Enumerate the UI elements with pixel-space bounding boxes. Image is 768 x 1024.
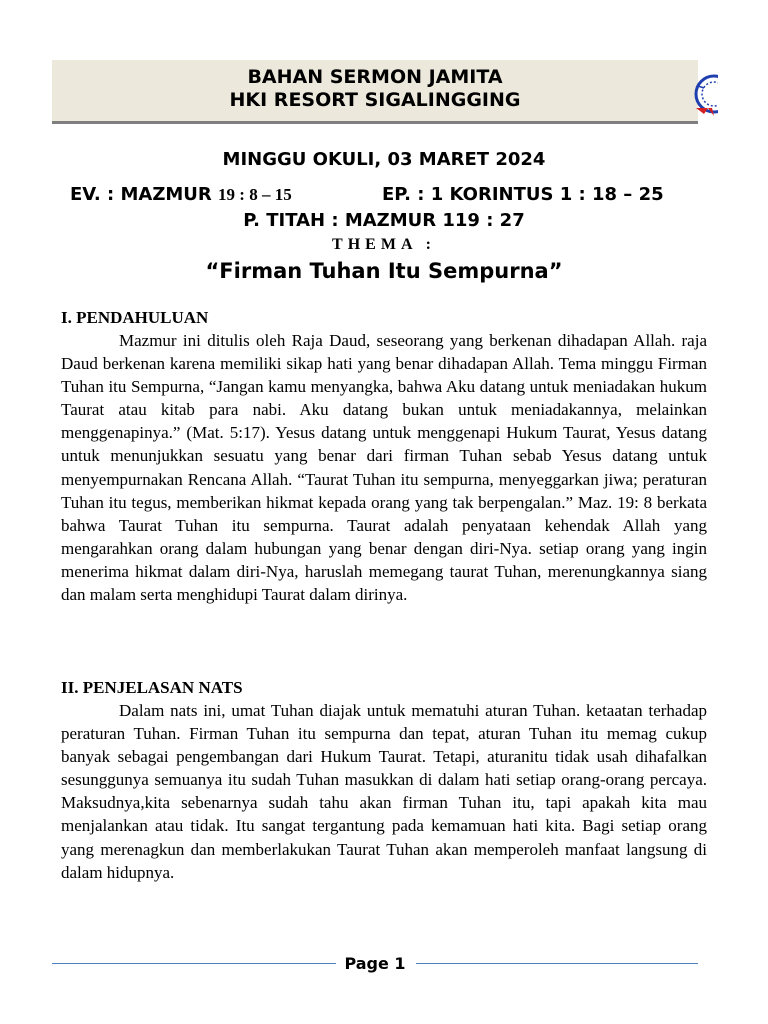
thema-label: THEMA :	[332, 236, 436, 253]
ev-label: EV. : MAZMUR	[70, 184, 219, 205]
section-heading: I. PENDAHULUAN	[61, 308, 209, 327]
section-heading: II. PENJELASAN NATS	[61, 678, 243, 697]
section-body: Mazmur ini ditulis oleh Raja Daud, seseorang yang berkenan dihadapan Allah. raja Daud berkenan karena memiliki sikap hati yang benar dihadapan Allah. Tema minggu Firman Tuhan itu Sempurna, “Jangan kamu menyangka, bahwa Aku datang untuk meniadakan hukum Taurat atau kitab para nabi. Aku datang bukan untuk meniadakannya, melainkan menggenapinya.” (Mat. 5:17). Yesus datang untuk menggenapi Hukum Taurat, Yesus datang untuk menunjukkan sesuatu yang benar dari firman Tuhan sebab Yesus datang untuk menyempurnakan Rencana Allah. “Taurat Tuhan itu sempurna, menyeggarkan jiwa; peraturan Tuhan itu tegus, memberikan hikmat kepada orang yang tak berpengalan.” Maz. 19: 8 berkata bahwa Taurat Tuhan itu sempurna. Taurat adalah penyataan kehendak Allah yang mengarahkan orang dalam hubungan yang benar dengan diri-Nya. setiap orang yang ingin menerima hikmat dalam diri-Nya, haruslah memegang taurat Tuhan, merenungkannya siang dan malam serta menghidupi Taurat dalam dirinya.	[61, 331, 707, 605]
sunday-date-title: MINGGU OKULI, 03 MARET 2024	[222, 149, 546, 170]
thema-title: “Firman Tuhan Itu Sempurna”	[205, 259, 563, 283]
header-title-line1: BAHAN SERMON JAMITA	[247, 66, 503, 88]
page-number: Page 1	[344, 954, 406, 973]
readings-line	[70, 182, 710, 208]
ev-reference: 19 : 8 – 15	[218, 185, 292, 204]
header-title-line2: HKI RESORT SIGALINGGING	[229, 89, 521, 111]
church-seal-logo-icon	[694, 68, 718, 120]
titah-reading: P. TITAH : MAZMUR 119 : 27	[243, 210, 525, 231]
section-penjelasan-nats	[61, 676, 707, 884]
section-body: Dalam nats ini, umat Tuhan diajak untuk mematuhi aturan Tuhan. ketaatan terhadap peraturan Tuhan. Firman Tuhan itu sempurna dan tepat, aturan Tuhan itu memag cukup banyak sebagai pengembangan dari Hukum Taurat. Tetapi, aturanitu tidak usah dihafalkan sesunggunya semuanya itu sudah Tuhan masukkan di dalam hati setiap orang-orang percaya. Maksudnya,kita sebenarnya sudah tahu akan firman Tuhan itu, tapi apakah kita mau menjalankan atau tidak. Itu sangat tergantung pada kemamuan hati kita. Bagi setiap orang yang merenagkun dan memberlakukan Taurat Tuhan akan memperoleh manfaat langsung di dalam hidupnya.	[61, 701, 707, 882]
page-footer	[52, 952, 698, 976]
document-header	[52, 60, 698, 124]
section-pendahuluan	[61, 306, 707, 606]
ep-reading: EP. : 1 KORINTUS 1 : 18 – 25	[382, 184, 664, 205]
